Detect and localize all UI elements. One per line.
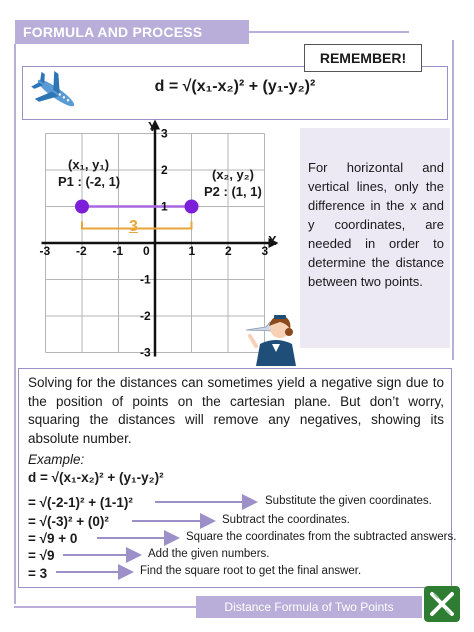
explanation-text: Solving for the distances can sometimes yield a negative sign due to the position of points on the cartesian plane. But don’t worry, squaring the distances will remove any negatives, showing its absolute number. bbox=[28, 375, 444, 446]
distance-formula: d = √(x₁-x₂)² + (y₁-y₂)² bbox=[154, 78, 316, 95]
y-tick-label: 2 bbox=[161, 163, 168, 177]
y-tick-label: -3 bbox=[140, 345, 151, 360]
example-formula: d = √(x₁-x₂)² + (y₁-y₂)² bbox=[28, 470, 164, 485]
step-equation-5: = 3 bbox=[28, 566, 48, 581]
x-tick-label: 1 bbox=[188, 244, 196, 258]
step-equation-3: = √9 + 0 bbox=[28, 531, 78, 546]
step-note-5: Find the square root to get the final answer. bbox=[140, 565, 362, 577]
y-tick-label: -2 bbox=[140, 309, 151, 323]
x-tick-label: 3 bbox=[261, 244, 269, 258]
remember-badge: REMEMBER! bbox=[304, 44, 422, 72]
p1-symbol: (x₁, y₁) bbox=[68, 157, 110, 172]
distance-label: 3 bbox=[129, 218, 138, 235]
y-axis-label: Y bbox=[148, 119, 157, 134]
p2-label: P2 : (1, 1) bbox=[204, 184, 262, 199]
x-axis-label: X bbox=[268, 233, 277, 248]
step-equation-4: = √9 bbox=[28, 548, 55, 563]
y-tick-label: 3 bbox=[161, 126, 168, 141]
section-header: FORMULA AND PROCESS bbox=[15, 20, 249, 44]
step-equation-1: = √(-2-1)² + (1-1)² bbox=[28, 495, 133, 510]
footer-rule bbox=[14, 606, 196, 608]
cross-tools-icon bbox=[424, 586, 460, 622]
p2-symbol: (x₂, y₂) bbox=[212, 167, 254, 182]
step-note-2: Subtract the coordinates. bbox=[222, 514, 350, 526]
example-label: Example: bbox=[28, 452, 85, 467]
footer-title: Distance Formula of Two Points bbox=[196, 596, 422, 618]
note-text: For horizontal and vertical lines, only the difference in the x and y coordinates, are needed in order to determine the distance between two points. bbox=[308, 160, 444, 289]
y-tick-label: -1 bbox=[140, 272, 151, 287]
p1-label: P1 : (-2, 1) bbox=[58, 174, 121, 189]
x-tick-label: -1 bbox=[112, 244, 124, 258]
x-tick-label: 0 bbox=[143, 244, 150, 258]
step-note-4: Add the given numbers. bbox=[148, 548, 270, 560]
x-tick-label: -3 bbox=[39, 244, 51, 258]
step-equation-2: = √(-3)² + (0)² bbox=[28, 514, 109, 529]
x-tick-label: -2 bbox=[76, 244, 87, 258]
step-note-3: Square the coordinates from the subtracted answers. bbox=[186, 531, 457, 543]
x-tick-label: 2 bbox=[225, 244, 232, 258]
step-note-1: Substitute the given coordinates. bbox=[265, 495, 432, 507]
y-tick-label: 1 bbox=[161, 199, 168, 214]
